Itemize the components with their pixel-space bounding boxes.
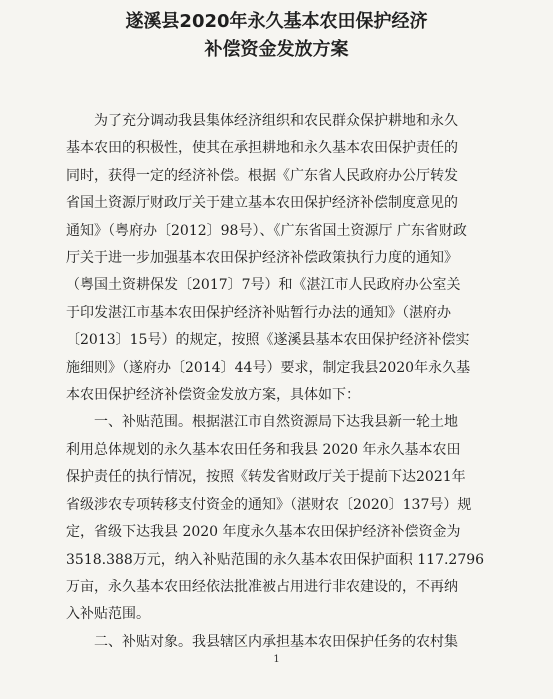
- body-line: 定，省级下达我县 2020 年度永久基本农田保护经济补偿资金为: [66, 524, 461, 541]
- title-line-1: 遂溪县2020年永久基本农田保护经济: [125, 11, 428, 32]
- body-line: 省国土资源厅财政厅关于建立基本农田保护经济补偿制度意见的: [66, 195, 458, 212]
- document-title: [0, 8, 553, 64]
- document-body: [66, 108, 500, 656]
- body-line: 二、补贴对象。我县辖区内承担基本农田保护任务的农村集: [94, 633, 458, 650]
- body-line: 为了充分调动我县集体经济组织和农民群众保护耕地和永久: [94, 113, 458, 129]
- body-line: 省级涉农专项转移支付资金的通知》（湛财农〔2020〕137号）规: [66, 496, 472, 513]
- body-line: 3518.388万元，纳入补贴范围的永久基本农田保护面积 117.2796: [66, 551, 485, 568]
- body-line: 于印发湛江市基本农田保护经济补贴暂行办法的通知》（湛府办: [66, 304, 451, 321]
- body-line: 一、补贴范围。根据湛江市自然资源局下达我县新一轮土地: [94, 414, 458, 431]
- body-line: 通知》（粤府办〔2012〕98号）、《广东省国土资源厅 广东省财政: [66, 222, 467, 239]
- body-line: 同时，获得一定的经济补偿。根据《广东省人民政府办公厅转发: [66, 167, 458, 184]
- body-line: 基本农田的积极性，使其在承担耕地和永久基本农田保护责任的: [66, 140, 458, 157]
- body-line: 本农田保护经济补偿资金发放方案，具体如下：: [66, 387, 360, 404]
- body-line: 利用总体规划的永久基本农田任务和我县 2020 年永久基本农田: [66, 441, 461, 458]
- body-line: 保护责任的执行情况，按照《转发省财政厅关于提前下达2021年: [66, 469, 466, 486]
- body-line: （粤国土资耕保发〔2017〕7号）和《湛江市人民政府办公室关: [66, 277, 461, 294]
- page-number: 1: [273, 654, 280, 665]
- body-line: 施细则》（遂府办〔2014〕44号）要求，制定我县2020年永久基: [66, 359, 471, 376]
- body-line: 〔2013〕15号）的规定，按照《遂溪县基本农田保护经济补偿实: [66, 332, 470, 349]
- title-line-2: 补偿资金发放方案: [204, 39, 349, 60]
- body-line: 万亩，永久基本农田经依法批准被占用进行非农建设的，不再纳: [66, 578, 458, 595]
- body-line: 入补贴范围。: [66, 606, 150, 623]
- body-line: 厅关于进一步加强基本农田保护经济补偿政策执行力度的通知》: [66, 250, 458, 267]
